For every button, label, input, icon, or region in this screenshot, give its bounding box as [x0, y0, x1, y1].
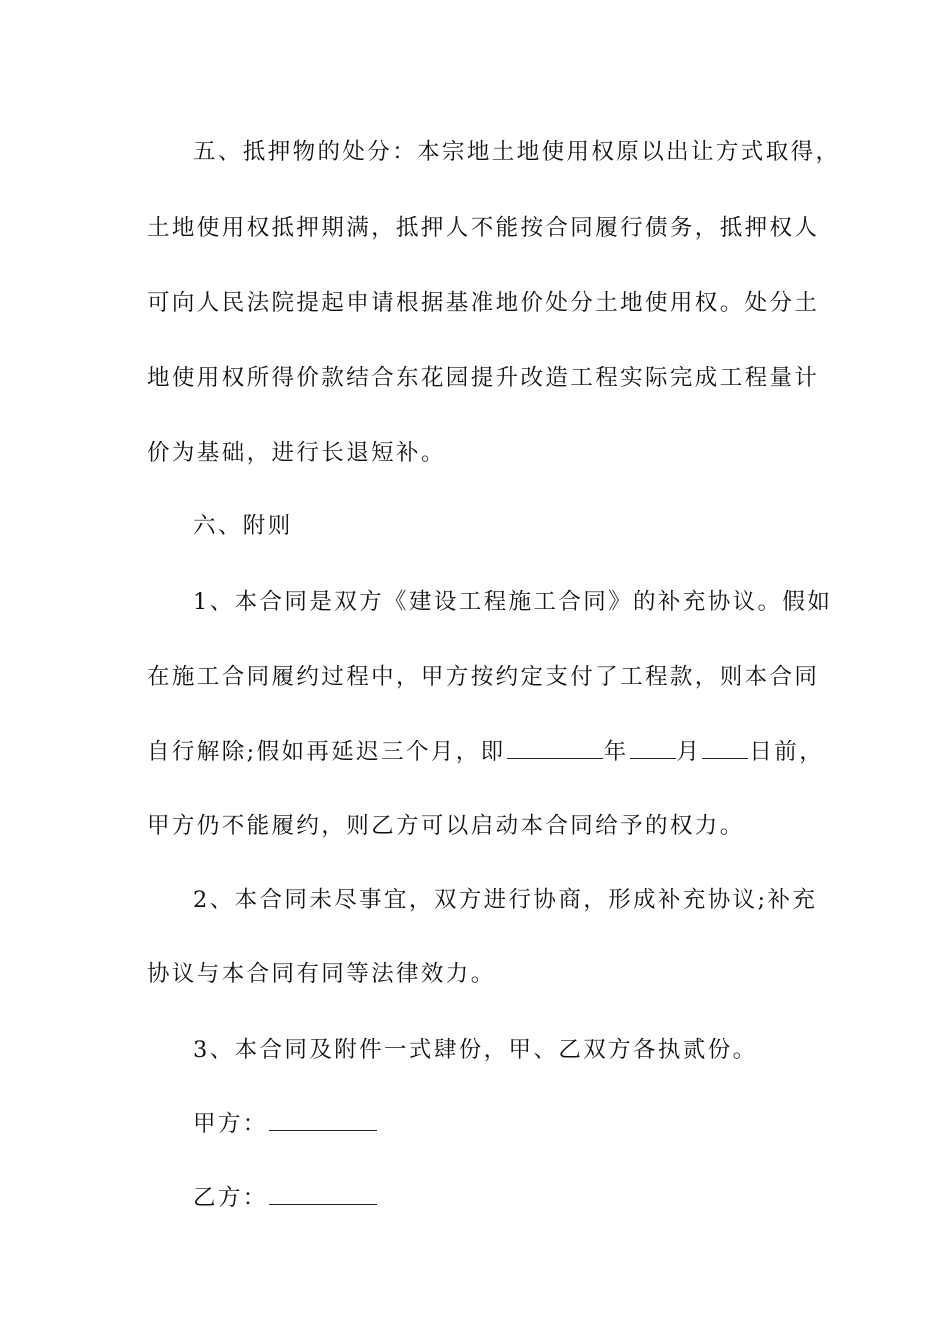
month-blank: [630, 736, 676, 759]
clause-5-line-3: 可向人民法院提起申请根据基准地价处分土地使用权。处分土: [147, 290, 820, 316]
month-label: 月: [676, 739, 702, 765]
section-6-heading: 六、附则: [193, 513, 293, 539]
party-b-label: 乙方：: [193, 1185, 268, 1211]
day-blank: [702, 736, 748, 759]
clause-5-line-2: 土地使用权抵押期满，抵押人不能按合同履行债务，抵押权人: [147, 215, 820, 241]
year-blank: [507, 736, 603, 759]
article-1-line-3: [147, 732, 827, 772]
signature-party-a: [193, 1104, 873, 1144]
year-label: 年: [603, 739, 629, 765]
article-1-line-3-text: 自行解除;假如再延迟三个月，即: [147, 739, 506, 765]
article-1-line-4: 甲方仍不能履约，则乙方可以启动本合同给予的权力。: [147, 813, 745, 839]
signature-party-b: [193, 1178, 873, 1218]
article-3-line-1: 3、本合同及附件一式肆份，甲、乙双方各执贰份。: [193, 1037, 758, 1063]
party-a-label: 甲方：: [193, 1111, 268, 1137]
article-1-line-2: 在施工合同履约过程中，甲方按约定支付了工程款，则本合同: [147, 664, 820, 690]
clause-5-line-4: 地使用权所得价款结合东花园提升改造工程实际完成工程量计: [147, 365, 820, 391]
party-b-signature-blank: [269, 1182, 377, 1205]
clause-5-line-5: 价为基础，进行长退短补。: [147, 440, 446, 466]
day-label: 日前，: [749, 739, 825, 765]
article-2-line-1: 2、本合同未尽事宜，双方进行协商，形成补充协议;补充: [193, 887, 818, 913]
party-a-signature-blank: [269, 1108, 377, 1131]
article-1-line-1: 1、本合同是双方《建设工程施工合同》的补充协议。假如: [193, 589, 833, 615]
clause-5-line-1: 五、抵押物的处分：本宗地土地使用权原以出让方式取得，: [193, 139, 841, 165]
article-2-line-2: 协议与本合同有同等法律效力。: [147, 961, 496, 987]
